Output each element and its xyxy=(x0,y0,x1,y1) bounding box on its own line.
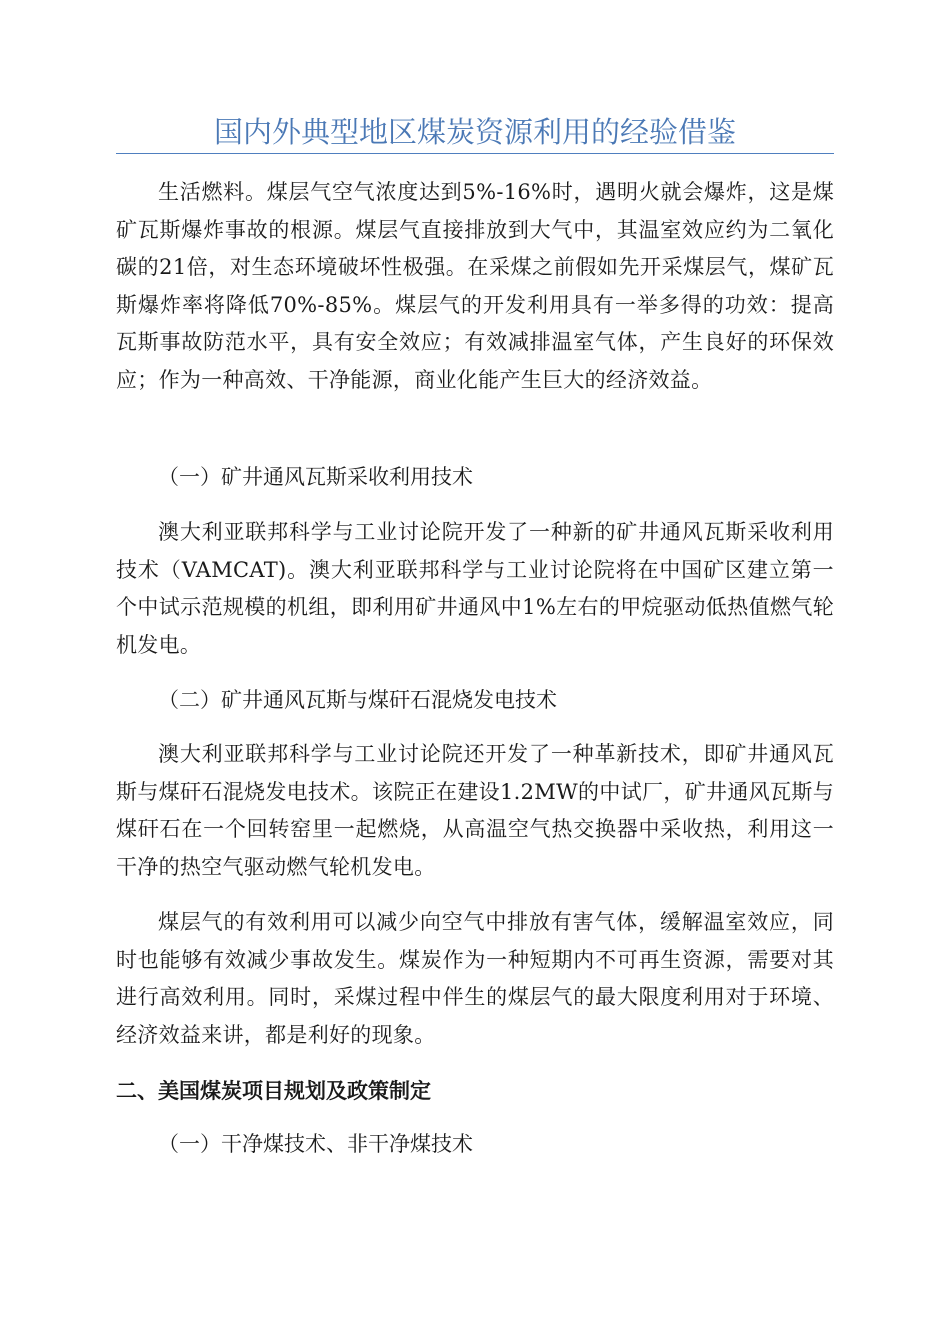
paragraph-3: 澳大利亚联邦科学与工业讨论院还开发了一种革新技术，即矿井通风瓦斯与煤矸石混烧发电技术。该院正在建设1.2MW的中试厂，矿井通风瓦斯与煤矸石在一个回转窑里一起燃烧，从高温空气热交换器中采收热，利用这一干净的热空气驱动燃气轮机发电。 xyxy=(116,742,834,879)
subheading-1: （一）矿井通风瓦斯采收利用技术 xyxy=(158,465,473,489)
section-heading: 二、美国煤炭项目规划及政策制定 xyxy=(116,1079,431,1103)
paragraph-2: 澳大利亚联邦科学与工业讨论院开发了一种新的矿井通风瓦斯采收利用技术（VAMCAT)。澳大利亚联邦科学与工业讨论院将在中国矿区建立第一个中试示范规模的机组，即利用矿井通风中1%左右的甲烷驱动低热值燃气轮机发电。 xyxy=(116,520,834,657)
title-underline xyxy=(116,153,834,154)
subheading-2: （二）矿井通风瓦斯与煤矸石混烧发电技术 xyxy=(158,688,557,712)
document-title: 国内外典型地区煤炭资源利用的经验借鉴 xyxy=(213,115,736,149)
subheading-3: （一）干净煤技术、非干净煤技术 xyxy=(158,1132,473,1156)
paragraph-1: 生活燃料。煤层气空气浓度达到5%-16%时，遇明火就会爆炸，这是煤矿瓦斯爆炸事故的根源。煤层气直接排放到大气中，其温室效应约为二氧化碳的21倍，对生态环境破坏性极强。在采煤之前假如先开采煤层气，煤矿瓦斯爆炸率将降低70%-85%。煤层气的开发利用具有一举多得的功效：提高瓦斯事故防范水平，具有安全效应；有效减排温室气体，产生良好的环保效应；作为一种高效、干净能源，商业化能产生巨大的经济效益。 xyxy=(116,180,834,392)
paragraph-4: 煤层气的有效利用可以减少向空气中排放有害气体，缓解温室效应，同时也能够有效减少事故发生。煤炭作为一种短期内不可再生资源，需要对其进行高效利用。同时，采煤过程中伴生的煤层气的最大限度利用对于环境、经济效益来讲，都是利好的现象。 xyxy=(116,910,834,1047)
